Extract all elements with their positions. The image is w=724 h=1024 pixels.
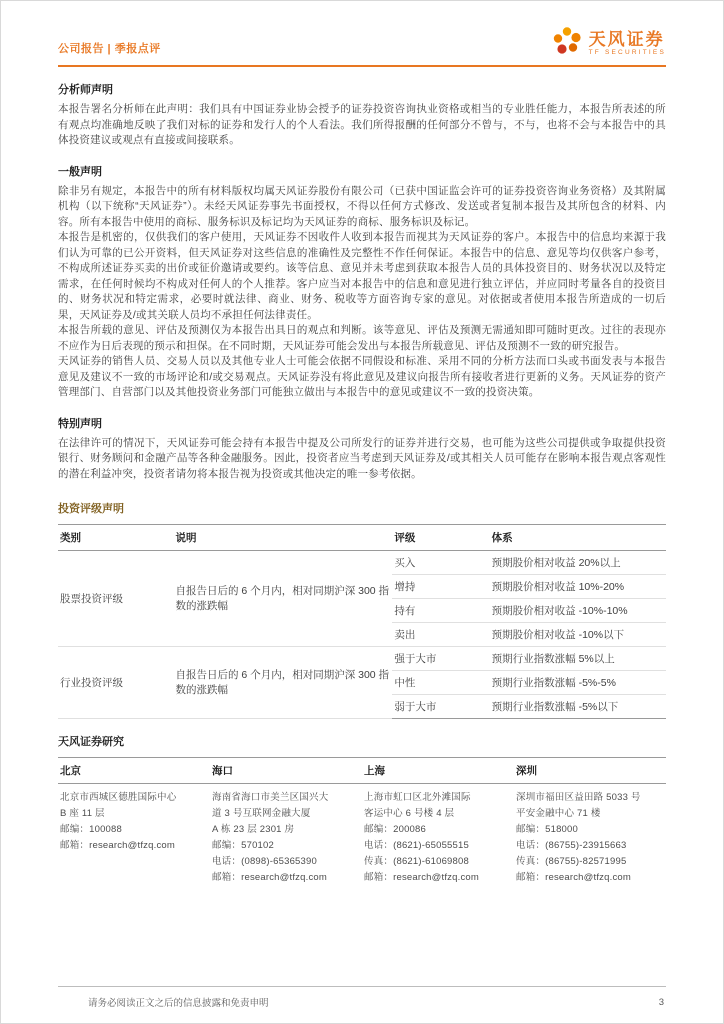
office-line: 邮箱：research@tfzq.com (212, 872, 328, 883)
rating-system: 预期股价相对收益 10%-20% (490, 575, 666, 599)
rating-system: 预期行业指数涨幅 5%以上 (490, 647, 666, 671)
office-line: 道 3 号互联网金融大厦 (212, 808, 311, 819)
office-line: B 座 11 层 (60, 808, 105, 819)
office-header-row (58, 758, 666, 784)
office-line: 邮编：570102 (212, 840, 275, 851)
office-line: 传真：(86755)-82571995 (516, 856, 627, 867)
rating-desc-stock: 自报告日后的 6 个月内，相对同期沪深 300 指数的涨跌幅 (174, 551, 393, 647)
special-statement-paragraph: 在法律许可的情况下，天风证券可能会持有本报告中提及公司所发行的证券并进行交易，也可能为这些公司提供或争取提供投资银行、财务顾问和金融产品等各种金融服务。因此，投资者应当考虑到天风证券及/或其相关人员可能存在影响本报告观点客观性的潜在利益冲突，投资者请勿将本报告视为投资或其他决定的唯一参考依据。 (58, 436, 666, 480)
office-line: 邮箱：research@tfzq.com (60, 840, 176, 851)
page-footer (58, 986, 666, 1009)
office-line: 邮编：518000 (516, 824, 579, 835)
office-line: 北京市西城区德胜国际中心 (60, 792, 177, 803)
office-line: 邮编：200086 (364, 824, 427, 835)
office-city-shanghai: 上海 (362, 758, 514, 784)
office-line: 电话：(8621)-65055515 (364, 840, 469, 851)
logo-text-block (589, 31, 666, 57)
rating-system: 预期行业指数涨幅 -5%-5% (490, 671, 666, 695)
general-statement-paragraph: 天风证券的销售人员、交易人员以及其他专业人士可能会依据不同假设和标准、采用不同的分析方法而口头或书面发表与本报告意见及建议不一致的市场评论和/或交易观点。天风证券没有将此意见及建议向报告所有接收者进行更新的义务。天风证券的资产管理部门、自营部门以及其他投资业务部门可能独立做出与本报告中的意见或建议不一致的投资决策。 (58, 355, 666, 398)
office-line: 深圳市福田区益田路 5033 号 (516, 792, 641, 803)
office-line: A 栋 23 层 2301 房 (212, 824, 295, 835)
office-table (58, 757, 666, 886)
rating-value: 中性 (392, 671, 489, 695)
rating-system: 预期股价相对收益 -10%-10% (490, 599, 666, 623)
office-line: 平安金融中心 71 楼 (516, 808, 601, 819)
rating-value: 持有 (392, 599, 489, 623)
rating-table (58, 524, 666, 719)
rating-value: 强于大市 (392, 647, 489, 671)
office-detail-row (58, 784, 666, 887)
rating-value: 增持 (392, 575, 489, 599)
rating-value: 买入 (392, 551, 489, 575)
rating-col-system: 体系 (490, 525, 666, 551)
office-line: 客运中心 6 号楼 4 层 (364, 808, 455, 819)
office-beijing (58, 784, 210, 887)
office-city-beijing: 北京 (58, 758, 210, 784)
rating-category-stock: 股票投资评级 (58, 551, 174, 647)
office-line: 海南省海口市美兰区国兴大 (212, 792, 329, 803)
rating-col-category: 类别 (58, 525, 174, 551)
general-statement-title: 一般声明 (58, 165, 102, 178)
footer-disclaimer: 请务必阅读正文之后的信息披露和免责申明 (88, 998, 269, 1009)
rating-col-desc: 说明 (174, 525, 393, 551)
analyst-statement-title: 分析师声明 (58, 84, 113, 96)
office-haikou (210, 784, 362, 887)
rating-desc-industry: 自报告日后的 6 个月内，相对同期沪深 300 指数的涨跌幅 (174, 647, 393, 719)
office-line: 传真：(8621)-61069808 (364, 856, 469, 867)
tf-logo-flower-icon (551, 25, 583, 62)
rating-system: 预期股价相对收益 -10%以下 (490, 623, 666, 647)
rating-statement-section (58, 500, 666, 719)
page-number: 3 (658, 996, 664, 1008)
office-line: 上海市虹口区北外滩国际 (364, 792, 471, 803)
office-shanghai (362, 784, 514, 887)
breadcrumb: 公司报告 | 季报点评 (58, 43, 161, 55)
office-city-shenzhen: 深圳 (514, 758, 666, 784)
analyst-statement-section (58, 81, 666, 149)
general-statement-section (58, 163, 666, 401)
office-line: 电话：(0898)-65365390 (212, 856, 317, 867)
rating-system: 预期行业指数涨幅 -5%以下 (490, 695, 666, 719)
general-statement-paragraph: 本报告是机密的，仅供我们的客户使用，天风证券不因收件人收到本报告而视其为天风证券的客户。本报告中的信息均来源于我们认为可靠的已公开资料，但天风证券对这些信息的准确性及完整性不作任何保证。本报告中的信息、意见等均仅供客户参考，不构成所述证券买卖的出价或征价邀请或要约。该等信息、意见并未考虑到获取本报告人员的具体投资目的、财务状况以及特定需求，在任何时候均不构成对任何人的个人推荐。客户应当对本报告中的信息和意见进行独立评估，并应同时考量各自的投资目的、财务状况和特定需求，必要时就法律、商业、财务、税收等方面咨询专家的意见。对依据或者使用本报告所造成的一切后果，天风证券及/或其关联人员均不承担任何法律责任。 (58, 231, 666, 321)
header-divider (58, 65, 666, 67)
rating-col-rating: 评级 (392, 525, 489, 551)
logo-company-name: 天风证券 (588, 29, 665, 49)
analyst-statement-paragraph: 本报告署名分析师在此声明：我们具有中国证券业协会授予的证券投资咨询执业资格或相当的专业胜任能力，本报告所表述的所有观点均准确地反映了我们对标的证券和发行人的个人看法。我们所得报酬的任何部分不曾与，不与，也将不会与本报告中的具体投资建议或观点有直接或间接联系。 (58, 103, 666, 146)
research-offices-title: 天风证券研究 (58, 736, 124, 748)
general-statement-paragraph: 除非另有规定，本报告中的所有材料版权均属天风证券股份有限公司（已获中国证监会许可的证券投资咨询业务资格）及其附属机构（以下统称“天风证券”）。未经天风证券事先书面授权，不得以任何方式修改、发送或者复制本报告及其所包含的材料、内容。所有本报告中使用的商标、服务标识及标记均为天风证券的商标、服务标识及标记。 (58, 184, 666, 228)
rating-row (58, 551, 666, 575)
special-statement-title: 特别声明 (58, 417, 102, 430)
rating-statement-title: 投资评级声明 (58, 503, 124, 515)
page-header (58, 25, 666, 62)
office-city-haikou: 海口 (210, 758, 362, 784)
rating-value: 弱于大市 (392, 695, 489, 719)
rating-table-header-row (58, 525, 666, 551)
rating-value: 卖出 (392, 623, 489, 647)
general-statement-paragraph: 本报告所载的意见、评估及预测仅为本报告出具日的观点和判断。该等意见、评估及预测无需通知即可随时更改。过往的表现亦不应作为日后表现的预示和担保。在不同时期，天风证券可能会发出与本报告所载意见、评估及预测不一致的研究报告。 (58, 324, 666, 352)
rating-category-industry: 行业投资评级 (58, 647, 174, 719)
office-shenzhen (514, 784, 666, 887)
office-line: 邮编：100088 (60, 824, 123, 835)
research-offices-section (58, 733, 666, 886)
office-line: 电话：(86755)-23915663 (516, 840, 627, 851)
rating-row (58, 647, 666, 671)
special-statement-section (58, 415, 666, 483)
rating-system: 预期股价相对收益 20%以上 (490, 551, 666, 575)
office-line: 邮箱：research@tfzq.com (364, 872, 480, 883)
office-line: 邮箱：research@tfzq.com (516, 872, 632, 883)
logo-company-subtitle: TF SECURITIES (588, 48, 666, 56)
tf-securities-logo (551, 25, 666, 62)
